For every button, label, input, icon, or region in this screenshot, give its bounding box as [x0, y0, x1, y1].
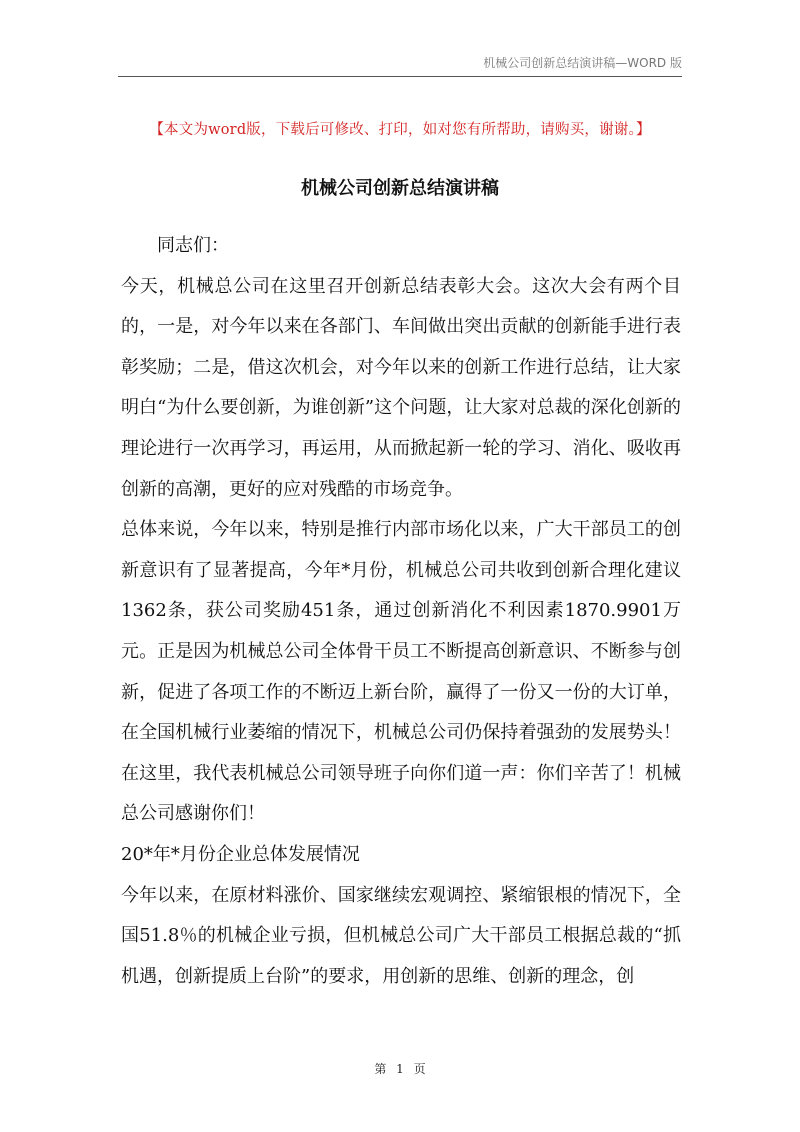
- paragraph-intro: 今天，机械总公司在这里召开创新总结表彰大会。这次大会有两个目的，一是，对今年以来在各部门、车间做出突出贡献的创新能手进行表彰奖励；二是，借这次机会，对今年以来的创新工作进行总结，让大家明白“为什么要创新，为谁创新”这个问题，让大家对总裁的深化创新的理论进行一次再学习，再运用，从而掀起新一轮的学习、消化、吸收再创新的高潮，更好的应对残酷的市场竞争。: [121, 275, 681, 500]
- page-label-prefix: 第: [374, 1062, 387, 1076]
- document-body: [121, 226, 681, 997]
- paragraph-summary: 总体来说，今年以来，特别是推行内部市场化以来，广大干部员工的创新意识有了显著提高，今年*月份，机械总公司共收到创新合理化建议1362条，获公司奖励451条，通过创新消化不利因素1870.9901万元。正是因为机械总公司全体骨干员工不断提高创新意识、不断参与创新，促进了各项工作的不断迈上新台阶，赢得了一份又一份的大订单，在全国机械行业萎缩的情况下，机械总公司仍保持着强劲的发展势头！在这里，我代表机械总公司领导班子向你们道一声：你们辛苦了！机械总公司感谢你们！: [121, 519, 681, 825]
- page-label-suffix: 页: [413, 1062, 426, 1076]
- running-header: [118, 52, 682, 77]
- page-number: 1: [396, 1062, 404, 1076]
- page-footer: [0, 1060, 800, 1077]
- download-notice: 【本文为word版，下载后可修改、打印，如对您有所帮助，请购买，谢谢。】: [149, 122, 651, 138]
- section-heading: 20*年*月份企业总体发展情况: [121, 843, 360, 865]
- document-title: 机械公司创新总结演讲稿: [301, 178, 499, 199]
- paragraph-development: 今年以来，在原材料涨价、国家继续宏观调控、紧缩银根的情况下，全国51.8％的机械企业亏损，但机械总公司广大干部员工根据总裁的“抓机遇，创新提质上台阶”的要求，用创新的思维、创新的理念，创: [121, 884, 681, 987]
- running-header-title: 机械公司创新总结演讲稿—WORD 版: [483, 56, 682, 70]
- salutation: 同志们：: [157, 235, 229, 256]
